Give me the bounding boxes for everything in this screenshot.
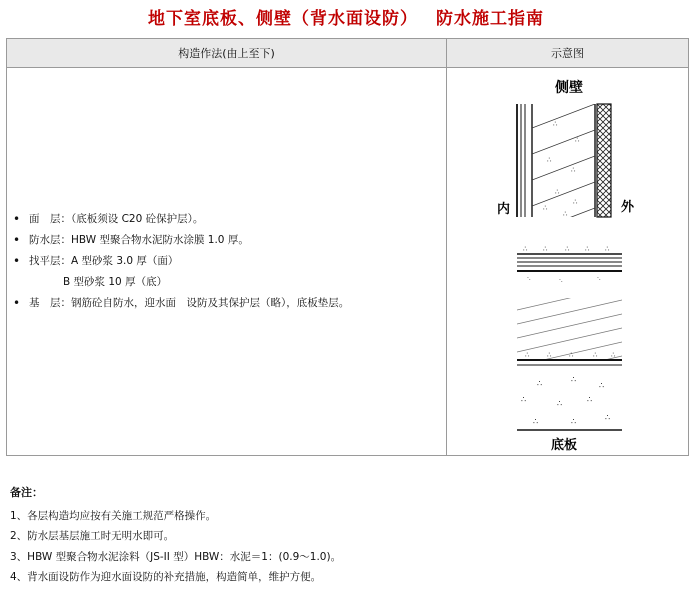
bullet-icon: • [13, 296, 21, 310]
floor-label: 底板 [551, 438, 578, 451]
svg-text:∴: ∴ [523, 245, 528, 253]
svg-text:∴: ∴ [547, 156, 552, 164]
svg-text:∴: ∴ [543, 245, 548, 253]
notes-heading: 备注： [10, 486, 43, 499]
svg-text:∴: ∴ [573, 198, 578, 206]
svg-text:∴: ∴ [605, 245, 610, 253]
svg-text:∴: ∴ [537, 379, 543, 388]
note-item: 2、防水层基层施工时无明水即可。 [10, 530, 175, 542]
svg-text:·.: ·. [559, 277, 563, 284]
svg-text:∴: ∴ [565, 245, 570, 253]
layers-cell [7, 68, 447, 456]
svg-text:∴: ∴ [571, 166, 576, 174]
bullet-icon: • [13, 233, 21, 247]
note-item: 4、背水面设防作为迎水面设防的补充措施，构造简单，维护方便。 [10, 571, 322, 583]
wall-label: 侧壁 [555, 80, 583, 96]
svg-text:∴: ∴ [611, 351, 616, 359]
svg-text:·.: ·. [597, 275, 601, 282]
list-item: • 面 层：（底板须设 C20 砼保护层）。 [13, 209, 446, 230]
column-header-diagram: 示意图 [447, 39, 689, 68]
svg-text:∴: ∴ [569, 351, 574, 359]
list-item: • 找平层：A 型砂浆 3.0 厚（面） [13, 251, 446, 272]
svg-text:∴: ∴ [585, 245, 590, 253]
svg-text:∴: ∴ [547, 351, 552, 359]
list-item: • 防水层：HBW 型聚合物水泥防水涂膜 1.0 厚。 [13, 230, 446, 251]
list-item-continuation: B 型砂浆 10 厚（底） [63, 276, 168, 288]
svg-text:∴: ∴ [587, 395, 593, 404]
svg-text:∴: ∴ [557, 399, 563, 408]
svg-text:∴: ∴ [553, 120, 558, 128]
svg-text:∴: ∴ [571, 417, 577, 426]
column-header-method: 构造作法(由上至下) [7, 39, 447, 68]
svg-text:∴: ∴ [525, 351, 530, 359]
outside-label: 外 [621, 200, 635, 215]
title-main: 地下室底板、侧壁（背水面设防） [148, 9, 418, 29]
layer-list [13, 209, 446, 314]
wall-section [517, 104, 611, 232]
svg-text:∴: ∴ [599, 381, 605, 390]
svg-text:∴: ∴ [593, 351, 598, 359]
list-item: • 基 层：钢筋砼自防水，迎水面 设防及其保护层（略），底板垫层。 [13, 293, 446, 314]
svg-text:∴: ∴ [543, 204, 548, 212]
svg-text:∴: ∴ [521, 395, 527, 404]
svg-text:∴: ∴ [533, 417, 539, 426]
svg-text:∴: ∴ [571, 375, 577, 384]
inside-label: 内 [497, 202, 511, 217]
bullet-icon: • [13, 212, 21, 226]
waterproofing-diagram [447, 68, 687, 451]
page-title [0, 4, 692, 29]
notes-section [10, 483, 341, 588]
svg-text:·.: ·. [527, 275, 531, 282]
svg-text:∴: ∴ [563, 210, 568, 218]
title-sub: 防水施工指南 [436, 9, 544, 29]
svg-text:∴: ∴ [605, 413, 611, 422]
floor-section [517, 245, 622, 430]
construction-table [6, 38, 689, 456]
svg-text:∴: ∴ [555, 188, 560, 196]
svg-text:∴: ∴ [575, 136, 580, 144]
bullet-icon: • [13, 254, 21, 268]
note-item: 3、HBW 型聚合物水泥涂料（JS-II 型）HBW：水泥＝1：(0.9～1.0)。 [10, 550, 342, 563]
note-item: 1、各层构造均应按有关施工规范严格操作。 [10, 509, 217, 522]
diagram-cell [447, 68, 689, 456]
